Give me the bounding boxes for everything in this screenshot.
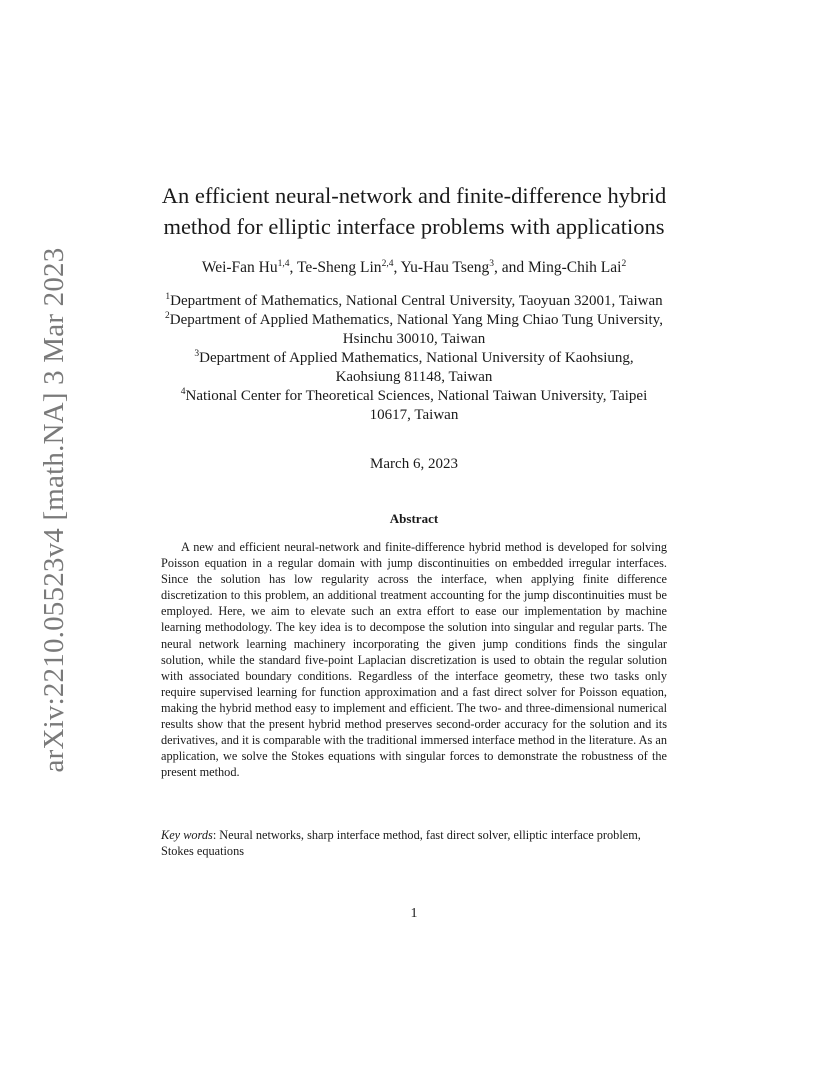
author-name: Te-Sheng Lin [296,259,382,276]
affiliation-line: Department of Applied Mathematics, National University of Kaohsiung, [199,350,634,366]
keywords-text: : Neural networks, sharp interface method, fast direct solver, elliptic interface problem, Stokes equations [161,828,641,859]
author-separator: , and [493,259,528,276]
author-separator: , [393,259,401,276]
affiliation-line: Department of Applied Mathematics, National Yang Ming Chiao Tung University, [169,312,663,328]
affiliation-line: Kaohsiung 81148, Taiwan [335,369,493,385]
abstract-heading: Abstract [389,511,439,526]
affiliation-line: Department of Mathematics, National Central University, Taoyuan 32001, Taiwan [170,293,663,309]
keywords-label: Key words [161,828,213,842]
abstract-text: A new and efficient neural-network and finite-difference hybrid method is developed for solving Poisson equation in a regular domain with jump discontinuities on embedded irregular interfaces. Since the solution has low regularity across the interface, when applying finite difference discretization to this problem, an additional treatment accounting for the jump discontinuities must be employed. Here, we aim to elevate such an extra effort to ease our implementation by machine learning methodology. The key idea is to decompose the solution into singular and regular parts. The neural network learning machinery incorporating the given jump conditions finds the singular solution, while the standard five-point Laplacian discretization is used to obtain the regular solution with associated boundary conditions. Regardless of the interface geometry, these two tasks only require supervised learning for function approximation and a fast direct solver for Poisson equation, making the hybrid method easy to implement and efficient. The two- and three-dimensional numerical results show that the present hybrid method preserves second-order accuracy for the solution and its derivatives, and it is comparable with the traditional immersed interface method in the literature. As an application, we solve the Stokes equations with singular forces to demonstrate the robustness of the present method. [161,540,667,780]
title-line-2: method for elliptic interface problems with applications [163,214,665,239]
publication-date: March 6, 2023 [370,456,458,472]
author-name: Ming-Chih Lai [528,259,622,276]
author-affil-mark: 1,4 [277,259,290,269]
title-line-1: An efficient neural-network and finite-difference hybrid [161,183,667,208]
author-name: Yu-Hau Tseng [400,259,490,276]
affiliation-line: Hsinchu 30010, Taiwan [342,331,486,347]
author [297,259,393,276]
author-name: Wei-Fan Hu [201,259,278,276]
author [202,259,290,276]
affiliation-mark: 1 [165,292,171,302]
author-affil-mark: 2,4 [381,259,394,269]
author-list [130,258,698,278]
arxiv-identifier-stamp: arXiv:2210.05523v4 [math.NA] 3 Mar 2023 [38,247,70,773]
keywords [161,827,667,859]
author-affil-mark: 3 [489,259,494,269]
affiliation [110,292,718,311]
author-affil-mark: 2 [621,259,627,269]
affiliation [110,311,718,349]
author [401,259,494,276]
affiliation-line: National Center for Theoretical Sciences, National Taiwan University, Taipei [185,388,648,404]
author [528,259,626,276]
affiliation-mark: 3 [194,349,200,359]
author-separator: , [289,259,297,276]
affiliation-line: 10617, Taiwan [369,407,459,423]
affiliation [110,349,718,387]
paper-title [130,180,698,242]
affiliation [110,387,718,425]
page-number: 1 [410,906,418,921]
affiliation-list [110,292,718,425]
affiliation-mark: 4 [180,387,186,397]
affiliation-mark: 2 [165,311,170,321]
